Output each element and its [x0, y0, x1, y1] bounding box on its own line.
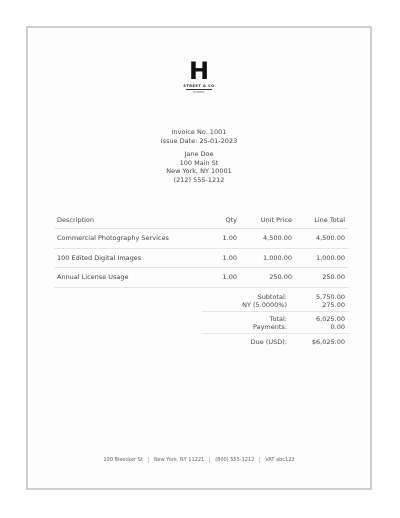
subtotal-label: Subtotal:: [257, 293, 287, 301]
row-qty: 1.00: [222, 273, 237, 282]
invoice-footer: [28, 457, 370, 463]
tax-value: 275.00: [322, 301, 345, 309]
row-line-total: 250.00: [322, 273, 345, 282]
logo-divider: [186, 89, 212, 90]
due-value: $6,025.00: [311, 338, 345, 346]
row-line-total: 1,000.00: [316, 253, 345, 262]
row-line-total: 4,500.00: [316, 234, 345, 243]
invoice-number: Invoice No. 1001: [171, 128, 227, 136]
header-unit-price: Unit Price: [260, 216, 292, 224]
row-description: Annual License Usage: [57, 273, 129, 282]
row-unit-price: 4,500.00: [263, 234, 292, 243]
footer-divider: [259, 457, 260, 463]
customer-phone: (212) 555-1212: [173, 175, 225, 184]
footer-city: New York, NY 11221: [153, 457, 205, 463]
row-unit-price: 250.00: [269, 273, 292, 282]
table-row: [54, 268, 349, 288]
logo-name: STREET & CO: [183, 84, 215, 88]
payments-value: 0.00: [330, 323, 345, 331]
table-header: [54, 212, 349, 229]
totals-block: [202, 290, 349, 346]
line-items-table: [54, 212, 349, 288]
company-logo: [28, 59, 370, 94]
amount-due-group: [202, 334, 349, 346]
subtotal-group: [202, 290, 349, 312]
row-qty: 1.00: [222, 234, 237, 243]
invoice-meta: [28, 128, 370, 145]
row-description: 100 Edited Digital Images: [57, 253, 142, 262]
payments-label: Payments:: [252, 323, 287, 331]
table-row: [54, 229, 349, 249]
invoice-page: [26, 26, 372, 490]
total-value: 6,025.00: [316, 315, 345, 323]
tax-label: NY (5.0000%): [242, 301, 287, 309]
row-qty: 1.00: [222, 253, 237, 262]
customer-street: 100 Main St: [179, 158, 219, 167]
due-label: Due (USD):: [250, 338, 287, 346]
row-description: Commercial Photography Services: [57, 234, 169, 243]
subtotal-value: 5,750.00: [316, 293, 345, 301]
customer-city: New York, NY 10001: [166, 167, 232, 175]
header-line-total: Line Total: [314, 216, 345, 224]
header-qty: Qty: [225, 216, 237, 224]
footer-phone: (800) 555-1212: [215, 457, 255, 463]
row-unit-price: 1,000.00: [263, 253, 292, 262]
table-row: [54, 249, 349, 269]
customer-name: Jane Doe: [184, 150, 214, 158]
footer-vat: VAT abc123: [265, 457, 295, 463]
bill-to-block: [28, 150, 370, 184]
header-description: Description: [57, 216, 95, 224]
total-group: [202, 312, 349, 334]
issue-date: Issue Date: 25-01-2023: [160, 136, 238, 145]
footer-address: 100 Bleecker St: [103, 457, 143, 463]
footer-divider: [148, 457, 149, 463]
footer-divider: [209, 457, 210, 463]
total-label: Total:: [269, 315, 287, 323]
logo-mark: H: [188, 57, 210, 85]
logo-subtitle: STUDIO: [193, 91, 205, 94]
